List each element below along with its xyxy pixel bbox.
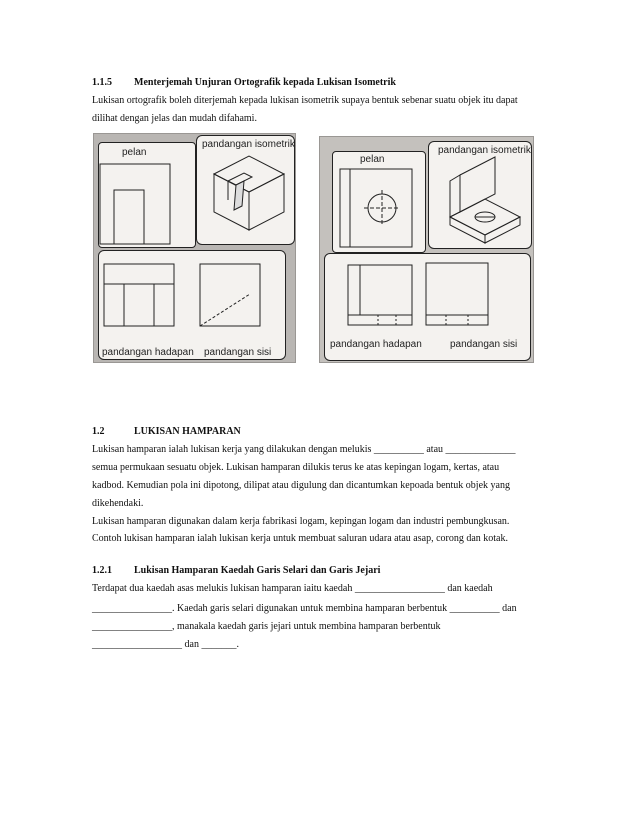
left-figure-drawing <box>94 134 295 362</box>
paragraph-line: Contoh lukisan hamparan ialah lukisan kerja untuk membuat saluran udara atau asap, corong dan kotak. <box>92 533 508 544</box>
paragraph-line: __________________ dan _______. <box>92 639 239 650</box>
paragraph-line: Lukisan ortografik boleh diterjemah kepada lukisan isometrik supaya bentuk sebenar suatu objek itu dapat <box>92 95 518 106</box>
label-plan: pelan <box>122 147 147 158</box>
section-number: 1.2.1 <box>92 565 112 576</box>
section-heading-1-1-5 <box>92 76 396 89</box>
label-isometric: pandangan isometrik <box>202 139 295 150</box>
paragraph-line: dilihat dengan jelas dan mudah difahami. <box>92 113 257 124</box>
section-title: Lukisan Hamparan Kaedah Garis Selari dan Garis Jejari <box>134 565 381 576</box>
paragraph-line: Lukisan hamparan digunakan dalam kerja fabrikasi logam, kepingan logam dan industri pembungkusan. <box>92 516 510 527</box>
paragraph-line: ________________. Kaedah garis selari digunakan untuk membina hamparan berbentuk __________ dan <box>92 603 517 614</box>
paragraph-line: Lukisan hamparan ialah lukisan kerja yang dilakukan dengan melukis __________ atau ______________ <box>92 444 516 455</box>
paragraph-line: ________________, manakala kaedah garis jejari untuk membina hamparan berbentuk <box>92 621 441 632</box>
section-title: Menterjemah Unjuran Ortografik kepada Lukisan Isometrik <box>134 77 396 88</box>
right-figure-drawing <box>320 137 533 362</box>
section-heading-1-2-1 <box>92 564 380 577</box>
paragraph-line: kadbod. Kemudian pola ini dipotong, dilipat atau digulung dan dicantumkan kepoada bentuk objek yang <box>92 480 510 491</box>
section-heading-1-2 <box>92 425 241 438</box>
label-isometric: pandangan isometrik <box>438 145 531 156</box>
section-number: 1.2 <box>92 426 105 437</box>
orthographic-figure-left <box>93 133 296 363</box>
label-front-view: pandangan hadapan <box>102 347 194 358</box>
label-plan: pelan <box>360 154 385 165</box>
label-side-view: pandangan sisi <box>204 347 272 358</box>
paragraph-line: semua permukaan sesuatu objek. Lukisan hamparan dilukis terus ke atas kepingan logam, kertas, atau <box>92 462 500 473</box>
section-title: LUKISAN HAMPARAN <box>134 426 241 437</box>
section-number: 1.1.5 <box>92 77 112 88</box>
orthographic-figure-right <box>319 136 534 363</box>
paragraph-line: Terdapat dua kaedah asas melukis lukisan hamparan iaitu kaedah __________________ dan kaedah <box>92 583 493 594</box>
label-side-view: pandangan sisi <box>450 339 518 350</box>
paragraph-line: dikehendaki. <box>92 498 144 509</box>
label-front-view: pandangan hadapan <box>330 339 422 350</box>
